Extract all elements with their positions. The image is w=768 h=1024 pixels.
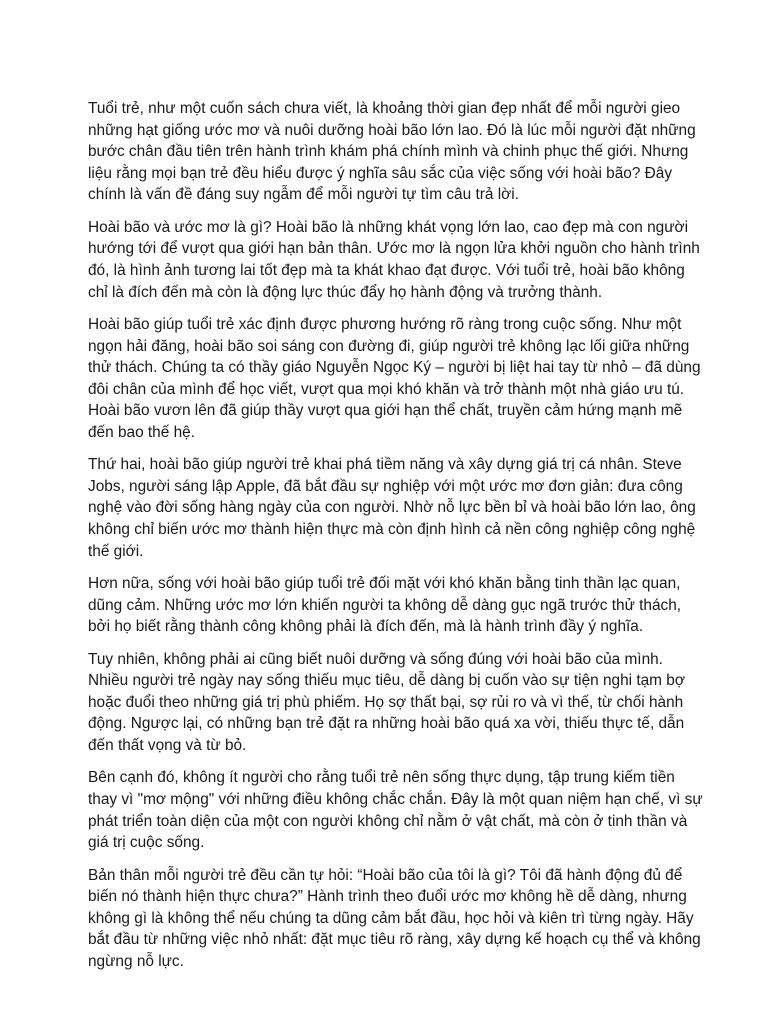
paragraph-pragmatism: Bên cạnh đó, không ít người cho rằng tuổi trẻ nên sống thực dụng, tập trung kiếm tiền thay vì "mơ mộng" với những điều không chắc chắn. Đây là một quan niệm hạn chế, vì sự phát triển toàn diện của một con người không chỉ nằm ở vật chất, mà còn ở tinh thần và giá trị cuộc sống.: [88, 769, 703, 852]
paragraph-potential: Thứ hai, hoài bão giúp người trẻ khai phá tiềm năng và xây dựng giá trị cá nhân. Steve Jobs, người sáng lập Apple, đã bắt đầu sự nghiệp với một ước mơ đơn giản: đưa công nghệ vào đời sống hàng ngày của con người. Nhờ nỗ lực bền bỉ và hoài bão lớn lao, ông không chỉ biến ước mơ thành hiện thực mà còn định hình cả nền công nghiệp công nghệ thế giới.: [88, 456, 696, 560]
document-page: [88, 98, 706, 983]
paragraph-definition: Hoài bão và ước mơ là gì? Hoài bão là những khát vọng lớn lao, cao đẹp mà con người hướng tới để vượt qua giới hạn bản thân. Ước mơ là ngọn lửa khởi nguồn cho hành trình đó, là hình ảnh tương lai tốt đẹp mà ta khát khao đạt được. Với tuổi trẻ, hoài bão không chỉ là đích đến mà còn là động lực thúc đẩy họ hành động và trưởng thành.: [88, 218, 700, 301]
paragraph-intro: Tuổi trẻ, như một cuốn sách chưa viết, là khoảng thời gian đẹp nhất để mỗi người gieo những hạt giống ước mơ và nuôi dưỡng hoài bão lớn lao. Đó là lúc mỗi người đặt những bước chân đầu tiên trên hành trình khám phá chính mình và chinh phục thế giới. Nhưng liệu rằng mọi bạn trẻ đều hiểu được ý nghĩa sâu sắc của việc sống với hoài bão? Đây chính là vấn đề đáng suy ngẫm để mỗi người tự tìm câu trả lời.: [88, 100, 696, 204]
paragraph-conclusion: Bản thân mỗi người trẻ đều cần tự hỏi: “Hoài bão của tôi là gì? Tôi đã hành động đủ để biến nó thành hiện thực chưa?” Hành trình theo đuổi ước mơ không hề dễ dàng, nhưng không gì là không thể nếu chúng ta dũng cảm bắt đầu, học hỏi và kiên trì từng ngày. Hãy bắt đầu từ những việc nhỏ nhất: đặt mục tiêu rõ ràng, xây dựng kế hoạch cụ thể và không ngừng nỗ lực.: [88, 866, 701, 970]
paragraph-however: Tuy nhiên, không phải ai cũng biết nuôi dưỡng và sống đúng với hoài bão của mình. Nhiều người trẻ ngày nay sống thiếu mục tiêu, dễ dàng bị cuốn vào sự tiện nghi tạm bợ hoặc đuổi theo những giá trị phù phiếm. Họ sợ thất bại, sợ rủi ro và vì thế, từ chối hành động. Ngược lại, có những bạn trẻ đặt ra những hoài bão quá xa vời, thiếu thực tế, dẫn đến thất vọng và từ bỏ.: [88, 650, 685, 755]
paragraph-direction: Hoài bão giúp tuổi trẻ xác định được phương hướng rõ ràng trong cuộc sống. Như một ngọn hải đăng, hoài bão soi sáng con đường đi, giúp người trẻ không lạc lối giữa những thử thách. Chúng ta có thầy giáo Nguyễn Ngọc Ký – người bị liệt hai tay từ nhỏ – đã dùng đôi chân của mình để học viết, vượt qua mọi khó khăn và trở thành một nhà giáo ưu tú. Hoài bão vươn lên đã giúp thầy vượt qua giới hạn thể chất, truyền cảm hứng mạnh mẽ đến bao thế hệ.: [88, 315, 701, 441]
paragraph-courage: Hơn nữa, sống với hoài bão giúp tuổi trẻ đối mặt với khó khăn bằng tinh thần lạc quan, dũng cảm. Những ước mơ lớn khiến người ta không dễ dàng gục ngã trước thử thách, bởi họ biết rằng thành công không phải là đích đến, mà là hành trình đầy ý nghĩa.: [88, 575, 682, 636]
